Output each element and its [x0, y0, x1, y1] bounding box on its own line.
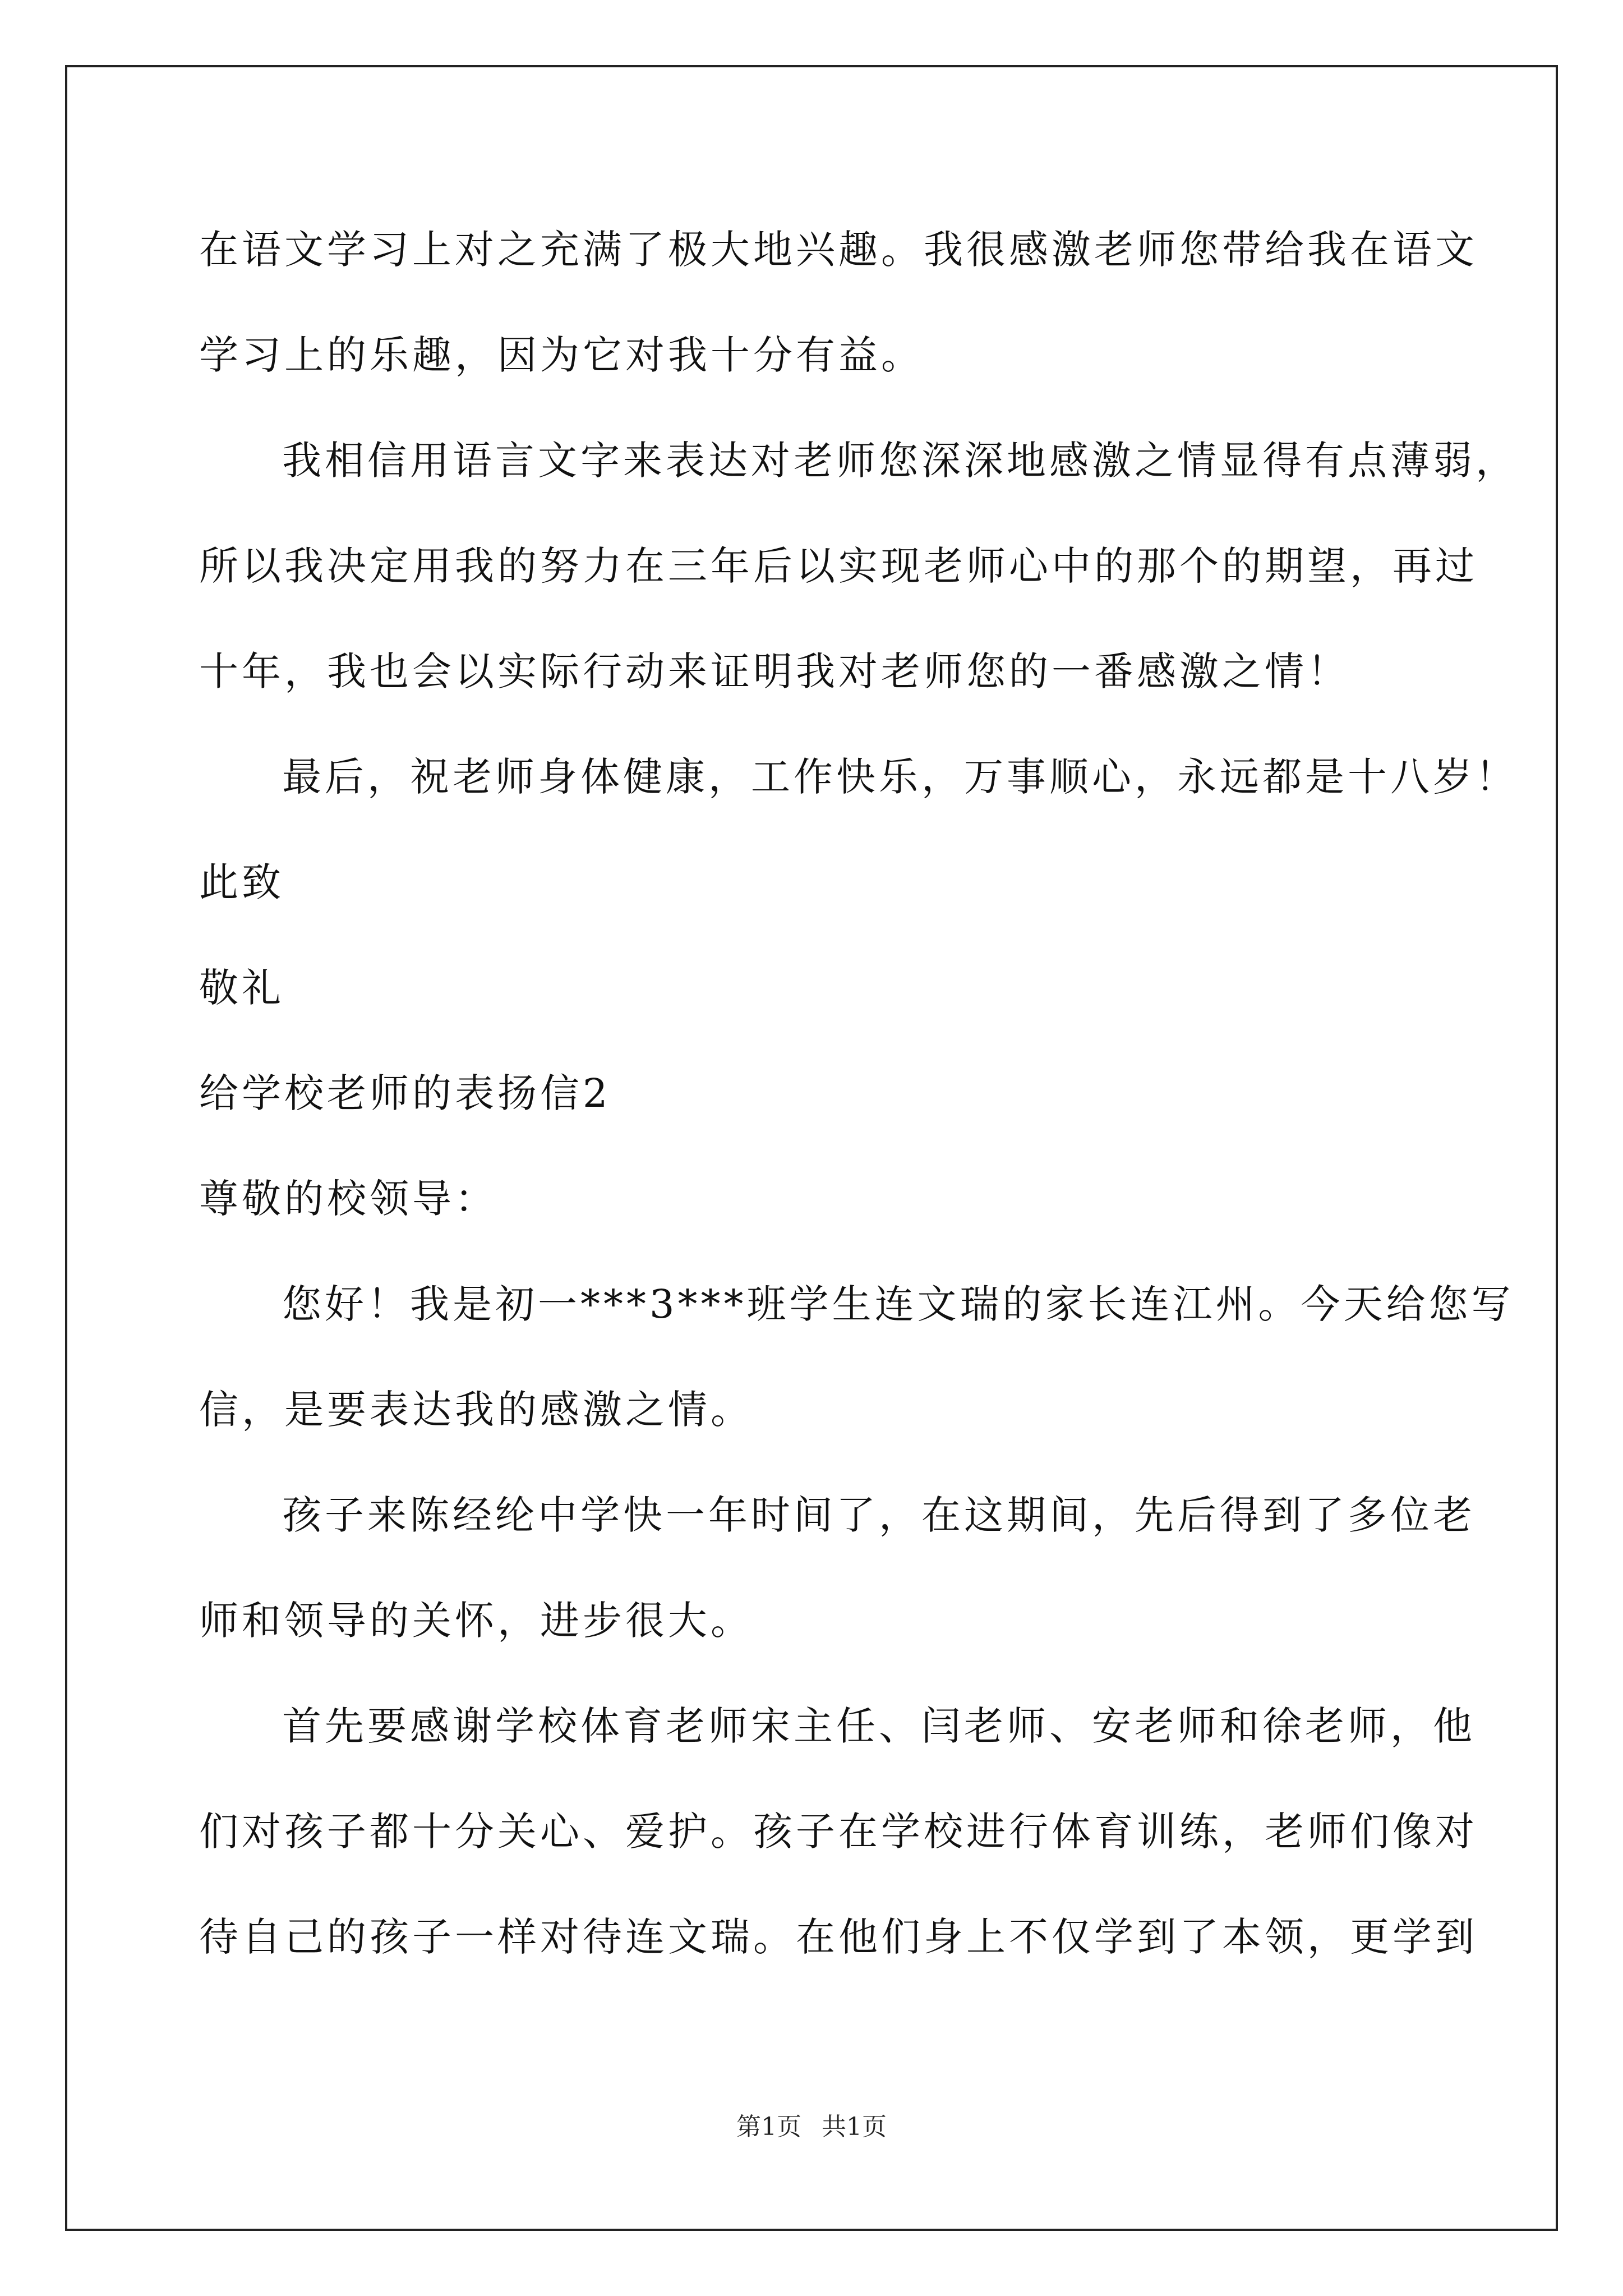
text-line: 所以我决定用我的努力在三年后以实现老师心中的那个的期望，再过 — [199, 543, 1478, 589]
text-line: 十年，我也会以实际行动来证明我对老师您的一番感激之情！ — [199, 648, 1350, 694]
page-footer — [0, 2110, 1623, 2144]
text-line: 待自己的孩子一样对待连文瑞。在他们身上不仅学到了本领，更学到 — [199, 1914, 1478, 1960]
text-line: 们对孩子都十分关心、爱护。孩子在学校进行体育训练，老师们像对 — [199, 1809, 1478, 1855]
text-line: 首先要感谢学校体育老师宋主任、闫老师、安老师和徐老师，他 — [282, 1703, 1476, 1749]
text-line: 您好！我是初一***3***班学生连文瑞的家长连江州。今天给您写 — [282, 1281, 1514, 1327]
page-number: 第1页 — [736, 2113, 801, 2141]
salutation: 尊敬的校领导： — [199, 1176, 497, 1222]
text-line: 我相信用语言文字来表达对老师您深深地感激之情显得有点薄弱， — [282, 438, 1518, 484]
text-line: 师和领导的关怀，进步很大。 — [199, 1598, 753, 1644]
text-line: 在语文学习上对之充满了极大地兴趣。我很感激老师您带给我在语文 — [199, 227, 1478, 273]
text-line: 孩子来陈经纶中学快一年时间了，在这期间，先后得到了多位老 — [282, 1492, 1476, 1538]
page-total: 共1页 — [822, 2113, 887, 2141]
text-line: 最后，祝老师身体健康，工作快乐，万事顺心，永远都是十八岁！ — [282, 754, 1518, 800]
page-border — [65, 65, 1558, 2231]
text-line: 敬礼 — [199, 965, 284, 1011]
text-line: 学习上的乐趣，因为它对我十分有益。 — [199, 332, 924, 378]
section-heading: 给学校老师的表扬信2 — [199, 1070, 611, 1116]
text-line: 信，是要表达我的感激之情。 — [199, 1387, 753, 1433]
text-line: 此致 — [199, 859, 284, 905]
